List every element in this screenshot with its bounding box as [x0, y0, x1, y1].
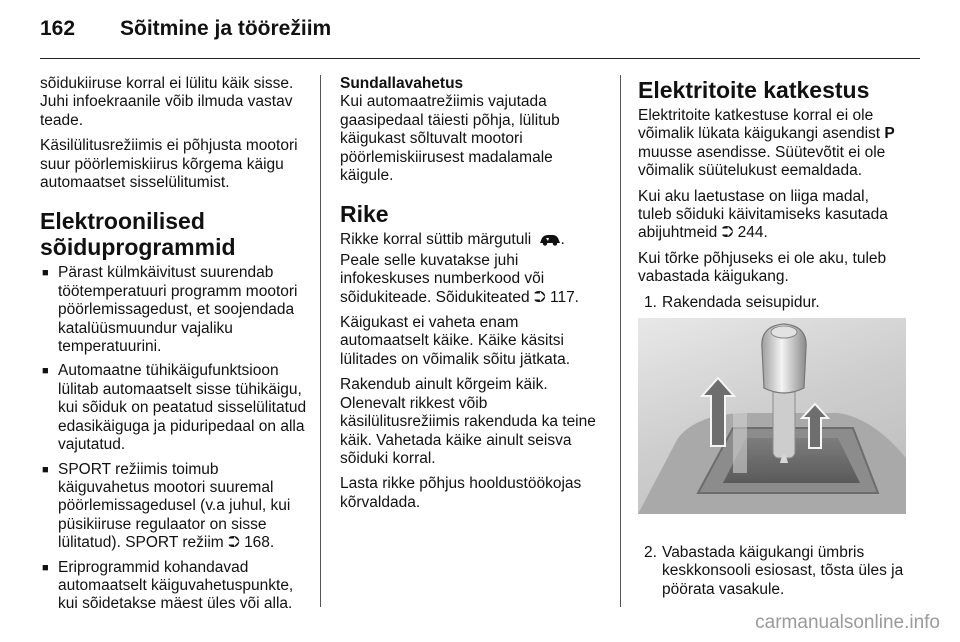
paragraph: Kui aku laetustase on liiga madal, tuleb sõiduki käivitamiseks kasutada abijuhtmeid ⮊ 244. — [638, 187, 888, 242]
subsection-title: Sundallavahetus — [340, 75, 464, 92]
bullet-item — [40, 461, 310, 553]
step-item — [638, 294, 906, 312]
bullet-item — [40, 264, 310, 356]
paragraph: Käigukast ei vaheta enam automaatselt käike. Käike käsitsi lülitades on võimalik sõitu jätkata. — [340, 314, 571, 368]
section-title: Elektritoite katkestus — [638, 77, 870, 103]
paragraph — [638, 107, 906, 181]
bullet-item — [40, 362, 310, 454]
bullet-list — [40, 264, 310, 613]
column-3 — [638, 75, 906, 605]
bullet-text: Eriprogrammid kohandavad automaatselt käiguvahetuspunkte, kui sõidetakse mäest üles või alla. — [58, 558, 294, 613]
page-header — [40, 17, 920, 47]
paragraph — [340, 231, 608, 307]
paragraph: Kui automaatrežiimis vajutada gaasipedaal täiesti põhja, lülitub käigukast sõltuvalt mootori pöörlemiskiirusest madalamale käigule. — [340, 93, 560, 185]
section-title: Rike — [340, 201, 389, 228]
paragraph: Käsilülitusrežiimis ei põhjusta mootori suur pöörlemiskiirus kõrgema käigu automaatset sisselülitumist. — [40, 137, 298, 192]
bullet-text: SPORT režiimis toimub käiguvahetus mootori suuremal pöörlemissagedusel (v.a juhul, kui püsikiiruse regulaator on sisse lülitatud). SPORT režiim ⮊ 168. — [58, 460, 291, 552]
header-rule — [40, 58, 920, 59]
paragraph-text: Rikke korral süttib märgutuli — [340, 231, 532, 249]
column-divider — [320, 75, 321, 607]
bullet-item — [40, 559, 310, 614]
car-transmission-warning-icon — [539, 233, 561, 251]
step-number: 2. — [644, 544, 657, 562]
bullet-icon: ■ — [42, 463, 49, 476]
gear-lever-drawing — [638, 318, 906, 514]
bullet-text: Pärast külmkäivitust suurendab töötemperatuuri programm mootori pöörlemissagedust, et soojendada katalüüsmuundur vajaliku temperatuurini. — [58, 264, 298, 356]
step-text: Vabastada käigukangi ümbris keskkonsooli esiosast, tõsta üles ja pöörata vasakule. — [662, 544, 904, 598]
chapter-title: Sõitmine ja töörežiim — [120, 17, 332, 40]
column-2 — [340, 75, 608, 519]
steps-list — [638, 294, 906, 312]
bullet-icon: ■ — [42, 561, 49, 574]
gear-lever-illustration — [638, 318, 906, 514]
page-number: 162 — [40, 17, 76, 40]
paragraph-text: Peale selle kuvatakse juhi infokeskuses numberkood või sõidukiteade. Sõidukiteated ⮊ 117. — [340, 251, 579, 306]
step-text: Rakendada seisupidur. — [662, 293, 820, 311]
watermark: carmanualsonline.info — [755, 612, 940, 633]
column-divider — [620, 75, 621, 607]
bullet-icon: ■ — [42, 365, 49, 378]
paragraph-text: . — [560, 231, 565, 249]
paragraph: Lasta rikke põhjus hooldustöökojas kõrvaldada. — [340, 475, 582, 511]
bullet-icon: ■ — [42, 267, 49, 280]
column-1 — [40, 75, 310, 620]
section-title: Elektroonilised sõiduprogrammid — [40, 208, 236, 261]
step-item — [638, 544, 906, 599]
paragraph: Rakendub ainult kõrgeim käik. Olenevalt rikkest võib käsilülitusrežiimis rakenduda ka teine käik. Vahetada käike ainult seisva sõiduki korral. — [340, 376, 596, 467]
paragraph-text: muusse asendisse. Süütevõtit ei ole võimalik süütelukust eemaldada. — [638, 143, 886, 180]
paragraph-text: Elektritoite katkestuse korral ei ole võimalik lükata käigukangi asendist — [638, 107, 881, 143]
bullet-text: Automaatne tühikäigufunktsioon lülitab automaatselt sisse tühikäigu, kui sõiduk on peatatud sisselülitatud edasikäiguga ja piduripedaal on alla vajutatud. — [58, 362, 307, 454]
step-number: 1. — [644, 293, 657, 311]
paragraph: Kui tõrke põhjuseks ei ole aku, tuleb vabastada käigukang. — [638, 249, 887, 286]
paragraph: sõidukiiruse korral ei lülitu käik sisse. Juhi infoekraanile võib ilmuda vastav teade. — [40, 75, 294, 129]
gear-position-label: P — [884, 125, 895, 143]
steps-list — [638, 544, 906, 599]
